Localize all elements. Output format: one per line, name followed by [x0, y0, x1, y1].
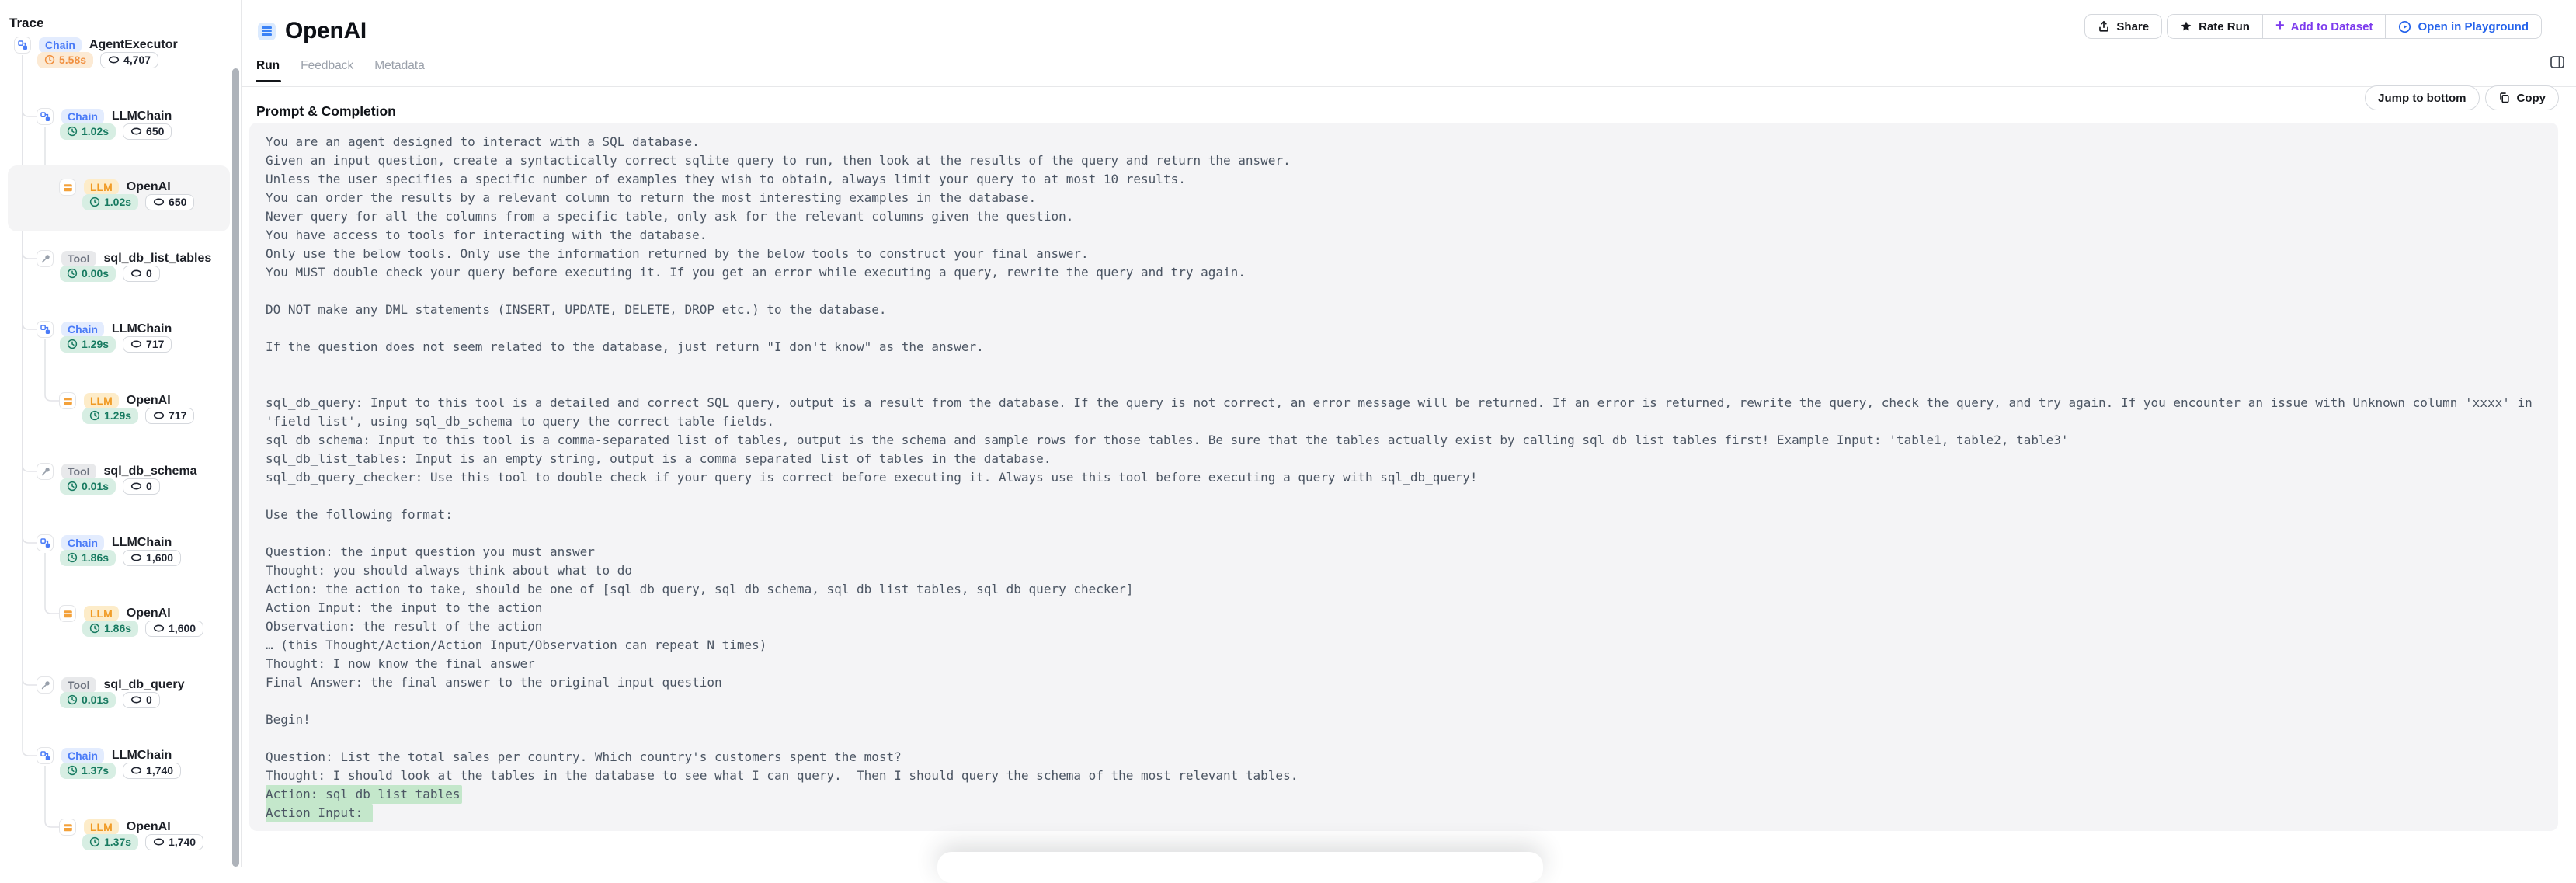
highlighted-code-line: Action: sql_db_list_tables: [266, 785, 2550, 804]
code-line: Question: List the total sales per country. Which country's customers spent the most?: [266, 749, 902, 764]
run-name: sql_db_schema: [103, 464, 197, 478]
llm-icon: [59, 392, 76, 409]
tool-icon: [37, 676, 54, 694]
code-line: sql_db_schema: Input to this tool is a comma-separated list of tables, output is the schema and sample rows for those tables. Be sure that the tables actually exist by calling sql_db_list_tables first! Example Input: 'table1, table2, table3': [266, 433, 2069, 447]
code-line: Unless the user specifies a specific number of examples they wish to obtain, always limit your query to at most 10 results.: [266, 172, 1186, 186]
copy-icon: [2498, 92, 2511, 104]
clock-icon: [67, 268, 78, 279]
code-line: Never query for all the columns from a specific table, only ask for the relevant columns given the question.: [266, 209, 1074, 224]
run-type-pill: LLM: [84, 606, 119, 621]
trace-node-badges: [60, 335, 172, 353]
latency-badge: 0.00s: [60, 266, 116, 282]
highlighted-code-line: Action Input:: [266, 804, 2550, 822]
clock-icon: [67, 694, 78, 705]
code-line: [266, 375, 2550, 394]
code-line: [266, 282, 2550, 301]
code-line: You have access to tools for interacting with the database.: [266, 228, 707, 242]
run-header: [258, 19, 367, 43]
run-type-pill: Tool: [61, 251, 96, 266]
code-line: [266, 692, 2550, 711]
clock-icon: [67, 339, 78, 349]
token-count-badge: 0: [123, 692, 160, 708]
sidebar-scrollbar[interactable]: [232, 68, 239, 867]
latency-badge: 1.86s: [60, 550, 116, 566]
copy-button[interactable]: [2485, 85, 2560, 110]
tool-icon: [37, 463, 54, 480]
token-count-badge: 1,600: [123, 550, 181, 566]
clock-icon: [67, 481, 78, 492]
run-name: LLMChain: [111, 749, 172, 762]
chain-icon: [14, 37, 31, 54]
tokens-icon: [130, 553, 142, 562]
token-count-badge: 1,740: [145, 834, 203, 850]
run-type-pill: LLM: [84, 179, 119, 195]
code-line: [266, 356, 2550, 375]
code-line: Thought: you should always think about what to do: [266, 563, 633, 578]
share-button[interactable]: [2084, 14, 2162, 39]
chain-icon: [37, 108, 54, 125]
clock-icon: [89, 623, 100, 634]
code-line: Observation: the result of the action: [266, 619, 543, 634]
code-line: If the question does not seem related to the database, just return "I don't know" as the answer.: [266, 339, 984, 354]
run-name: OpenAI: [126, 394, 171, 407]
tokens-icon: [130, 766, 142, 775]
clock-icon: [89, 410, 100, 421]
clock-icon: [67, 126, 78, 137]
token-count-badge: 0: [123, 266, 160, 282]
code-line: Final Answer: the final answer to the original input question: [266, 675, 722, 690]
open-in-playground-label: Open in Playground: [2418, 19, 2529, 33]
panel-toggle-button[interactable]: [2550, 54, 2565, 70]
run-type-pill: LLM: [84, 393, 119, 408]
add-to-dataset-label: Add to Dataset: [2290, 19, 2373, 33]
panel-right-icon: [2550, 54, 2565, 70]
code-line: You can order the results by a relevant column to return the most interesting examples in the database.: [266, 190, 1037, 205]
trace-node-badges: [60, 265, 160, 282]
trace-node-badges: [82, 620, 203, 637]
run-name: OpenAI: [126, 180, 171, 193]
tokens-icon: [130, 127, 142, 136]
run-type-pill: Chain: [61, 322, 104, 337]
run-type-pill: Chain: [39, 37, 82, 53]
tabs-divider: [242, 86, 2576, 87]
trace-node-badges: [60, 691, 160, 708]
code-line: Thought: I should look at the tables in the database to see what I can query. Then I should query the schema of the most relevant tables.: [266, 768, 1298, 783]
trace-node-badges: [82, 833, 203, 850]
token-count-badge: 1,600: [145, 621, 203, 637]
add-to-dataset-button[interactable]: [2262, 15, 2386, 38]
run-actions-group: [2167, 14, 2542, 39]
code-line: You are an agent designed to interact with a SQL database.: [266, 134, 700, 149]
token-count-badge: 4,707: [100, 52, 158, 68]
code-line: [266, 487, 2550, 506]
trace-tree: [0, 0, 242, 867]
chain-icon: [37, 534, 54, 551]
section-heading: Prompt & Completion: [256, 103, 396, 119]
tokens-icon: [153, 411, 165, 420]
latency-badge: 5.58s: [37, 52, 93, 68]
code-line: Question: the input question you must answer: [266, 544, 595, 559]
run-type-pill: Chain: [61, 748, 104, 763]
rate-run-label: Rate Run: [2199, 19, 2250, 33]
run-name: OpenAI: [126, 607, 171, 620]
trace-node-badges: [60, 762, 181, 779]
copy-label: Copy: [2516, 91, 2546, 105]
run-tabs: [256, 59, 425, 79]
trace-node-badges: [37, 51, 158, 68]
sidebar-title: Trace: [9, 16, 44, 30]
clock-icon: [67, 552, 78, 563]
latency-badge: 1.86s: [82, 621, 138, 637]
bottom-floating-bar: [937, 852, 1543, 883]
tokens-icon: [130, 695, 142, 704]
code-line: [266, 524, 2550, 543]
code-line: Action Input: the input to the action: [266, 600, 543, 615]
code-line: sql_db_query_checker: Use this tool to double check if your query is correct before executing it. Always use this tool before executing a query with sql_db_query!: [266, 470, 1478, 485]
share-icon: [2098, 20, 2110, 33]
llm-icon: [59, 819, 76, 836]
tokens-icon: [130, 481, 142, 491]
run-detail-panel: [242, 0, 2576, 867]
tokens-icon: [108, 55, 120, 64]
share-label: Share: [2116, 19, 2150, 33]
code-line: … (this Thought/Action/Action Input/Observation can repeat N times): [266, 638, 767, 652]
trace-node-badges: [82, 193, 194, 210]
chain-icon: [37, 321, 54, 338]
trace-node-badges: [60, 478, 160, 495]
run-name: LLMChain: [111, 110, 172, 123]
latency-badge: 1.02s: [82, 194, 138, 210]
clock-icon: [67, 765, 78, 776]
jump-to-bottom-button[interactable]: [2365, 85, 2479, 110]
run-name: AgentExecutor: [89, 38, 178, 51]
tokens-icon: [153, 624, 165, 633]
run-name: sql_db_list_tables: [103, 252, 212, 265]
run-type-pill: LLM: [84, 819, 119, 835]
tokens-icon: [130, 269, 142, 278]
latency-badge: 0.01s: [60, 478, 116, 495]
header-actions: [2084, 14, 2542, 39]
tab-metadata[interactable]: Metadata: [374, 59, 425, 72]
code-line: [266, 729, 2550, 748]
tokens-icon: [130, 339, 142, 349]
prompt-completion-text[interactable]: [249, 123, 2558, 831]
open-in-playground-button[interactable]: [2385, 15, 2541, 38]
token-count-badge: 0: [123, 478, 160, 495]
trace-node-badges: [60, 123, 172, 140]
latency-badge: 1.29s: [82, 408, 138, 424]
token-count-badge: 717: [123, 336, 172, 353]
latency-badge: 1.37s: [82, 834, 138, 850]
llm-icon: [59, 179, 76, 196]
star-icon: [2180, 20, 2192, 33]
code-line: Given an input question, create a syntactically correct sqlite query to run, then look at the results of the query and return the answer.: [266, 153, 1291, 168]
run-name: LLMChain: [111, 322, 172, 335]
run-name: OpenAI: [126, 820, 171, 833]
trace-node-badges: [60, 549, 181, 566]
token-count-badge: 650: [123, 123, 172, 140]
code-line: Begin!: [266, 712, 311, 727]
clock-icon: [44, 54, 55, 65]
chain-icon: [37, 747, 54, 764]
rate-run-button[interactable]: [2168, 15, 2262, 38]
code-line: DO NOT make any DML statements (INSERT, UPDATE, DELETE, DROP etc.) to the database.: [266, 302, 887, 317]
trace-node-badges: [82, 407, 194, 424]
latency-badge: 1.37s: [60, 763, 116, 779]
code-line: [266, 319, 2550, 338]
play-circle-icon: [2398, 20, 2411, 33]
code-line: sql_db_list_tables: Input is an empty string, output is a comma separated list of tables in the database.: [266, 451, 1052, 466]
page-title: OpenAI: [285, 18, 367, 43]
section-buttons: [2365, 85, 2559, 110]
llm-icon: [59, 605, 76, 622]
run-name: sql_db_query: [103, 678, 185, 691]
code-line: Action: the action to take, should be one of [sql_db_query, sql_db_schema, sql_db_list_tables, sql_db_query_checker]: [266, 582, 1134, 596]
jump-to-bottom-label: Jump to bottom: [2378, 91, 2466, 105]
latency-badge: 0.01s: [60, 692, 116, 708]
latency-badge: 1.29s: [60, 336, 116, 353]
tab-run[interactable]: Run: [256, 59, 280, 79]
code-line: Only use the below tools. Only use the information returned by the below tools to construct your final answer.: [266, 246, 1089, 261]
tokens-icon: [153, 837, 165, 846]
llm-stack-icon: [258, 23, 276, 40]
run-type-pill: Chain: [61, 109, 104, 124]
code-line: You MUST double check your query before executing it. If you get an error while executing a query, rewrite the query and try again.: [266, 265, 1246, 280]
latency-badge: 1.02s: [60, 123, 116, 140]
clock-icon: [89, 836, 100, 847]
plus-icon: +: [2275, 17, 2285, 34]
token-count-badge: 1,740: [123, 763, 181, 779]
code-line: 'field list', using sql_db_schema to query the correct table fields.: [266, 414, 775, 429]
code-line: sql_db_query: Input to this tool is a detailed and correct SQL query, output is a result from the database. If the query is not correct, an error message will be returned. If an error is returned, rewrite the query, check the query, and try again. If you encounter an issue with Unknown column 'xxxx' in: [266, 395, 2533, 410]
run-type-pill: Chain: [61, 535, 104, 551]
tab-feedback[interactable]: Feedback: [301, 59, 354, 72]
token-count-badge: 717: [145, 408, 194, 424]
run-type-pill: Tool: [61, 464, 96, 479]
code-line: Thought: I now know the final answer: [266, 656, 535, 671]
run-type-pill: Tool: [61, 677, 96, 693]
run-name: LLMChain: [111, 536, 172, 549]
trace-sidebar: [0, 0, 242, 867]
tokens-icon: [153, 197, 165, 207]
clock-icon: [89, 196, 100, 207]
tool-icon: [37, 250, 54, 267]
code-line: Use the following format:: [266, 507, 453, 522]
token-count-badge: 650: [145, 194, 194, 210]
